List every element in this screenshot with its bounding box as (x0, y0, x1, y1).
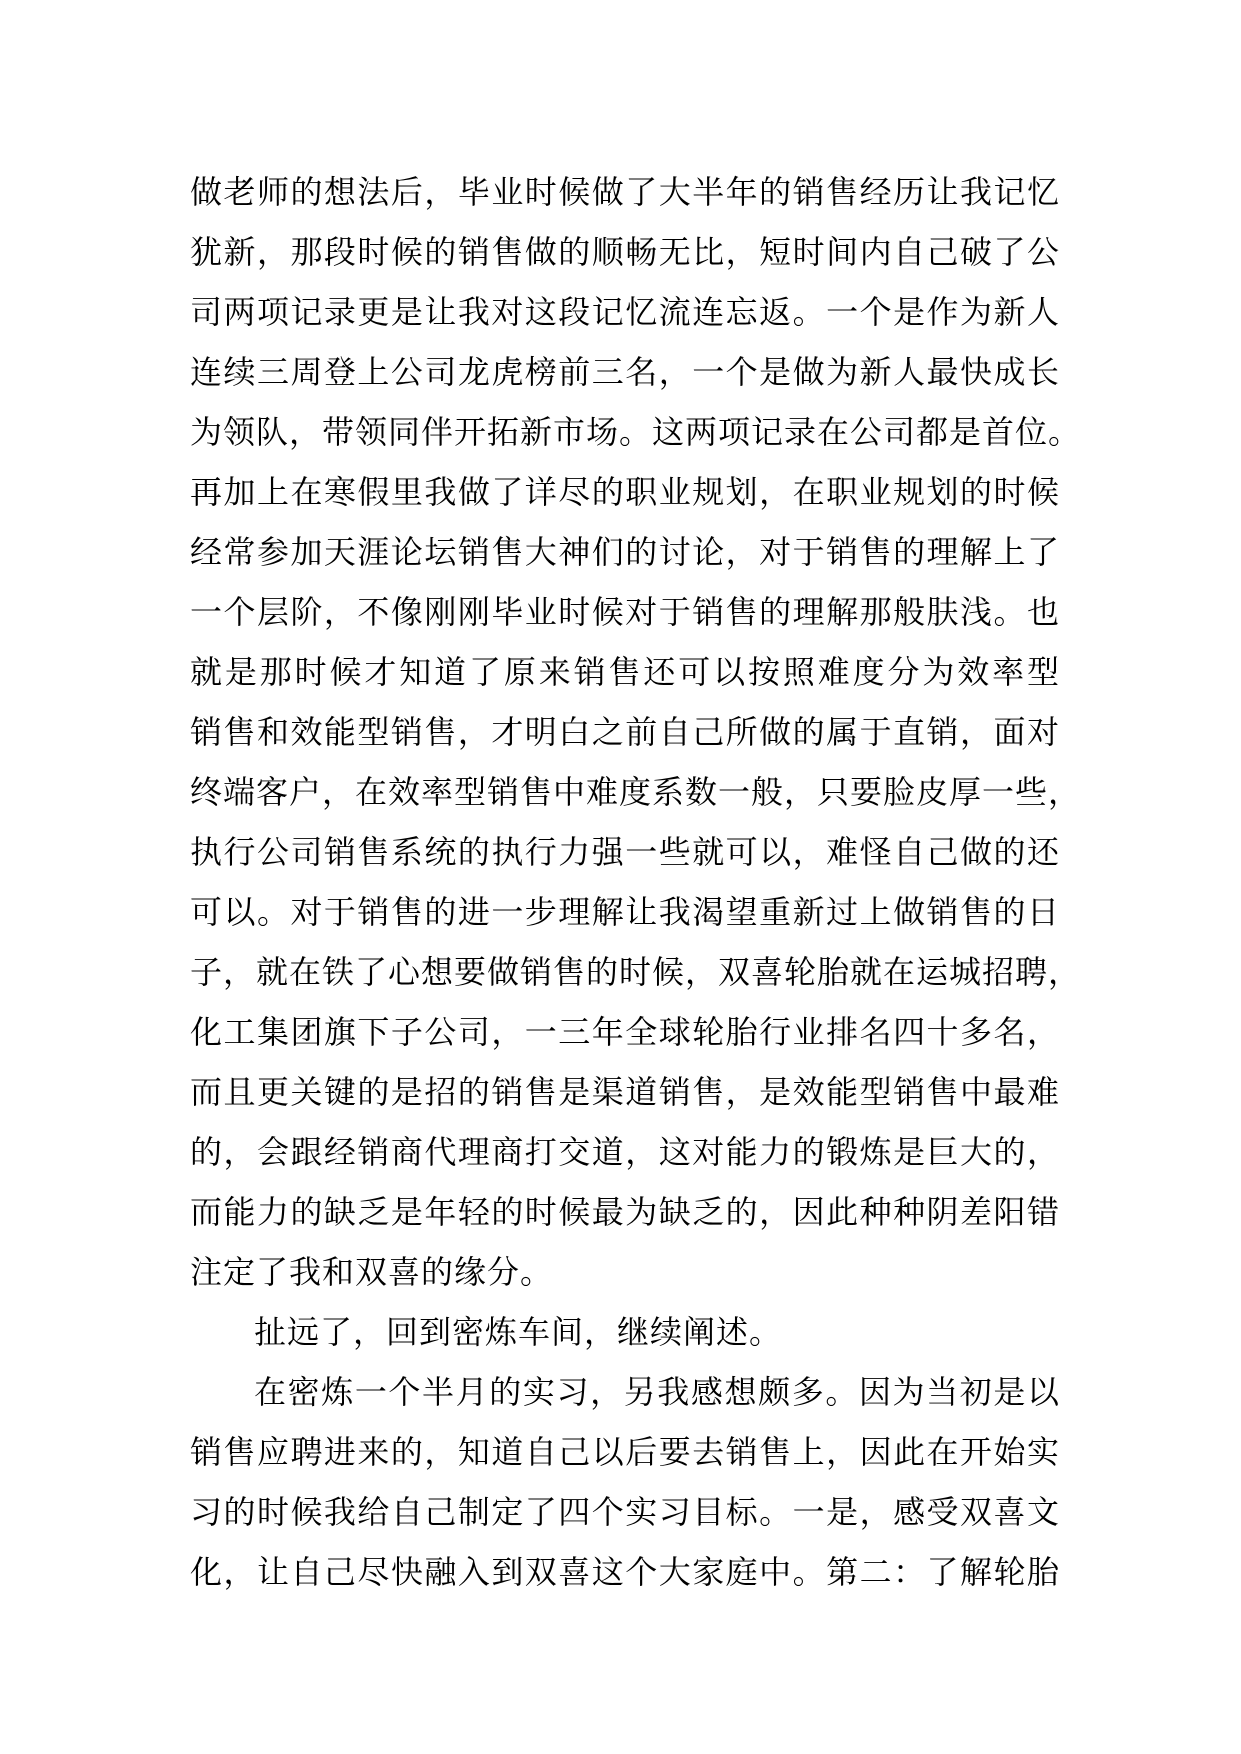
text-line: 终端客户，在效率型销售中难度系数一般，只要脸皮厚一些， (190, 773, 1082, 811)
text-line: 化，让自己尽快融入到双喜这个大家庭中。第二：了解轮胎 (190, 1553, 1060, 1591)
text-line: 一个层阶，不像刚刚毕业时候对于销售的理解那般肤浅。也 (190, 593, 1060, 631)
paragraph-end-line: 注定了我和双喜的缘分。 (190, 1253, 554, 1291)
text-line: 司两项记录更是让我对这段记忆流连忘返。一个是作为新人 (190, 293, 1060, 331)
text-line: 就是那时候才知道了原来销售还可以按照难度分为效率型 (190, 653, 1060, 691)
text-line: 子，就在铁了心想要做销售的时候，双喜轮胎就在运城招聘， (190, 953, 1082, 991)
text-line: 而能力的缺乏是年轻的时候最为缺乏的，因此种种阴差阳错 (190, 1193, 1060, 1231)
text-line: 执行公司销售系统的执行力强一些就可以，难怪自己做的还 (190, 833, 1060, 871)
text-line: 销售应聘进来的，知道自己以后要去销售上，因此在开始实 (190, 1433, 1060, 1471)
paragraph-start-line: 在密炼一个半月的实习，另我感想颇多。因为当初是以 (254, 1373, 1060, 1411)
text-line: 习的时候我给自己制定了四个实习目标。一是，感受双喜文 (190, 1493, 1060, 1531)
document-body (190, 162, 1082, 1602)
text-line: 为领队，带领同伴开拓新市场。这两项记录在公司都是首位。 (190, 413, 1082, 451)
text-line: 做老师的想法后，毕业时候做了大半年的销售经历让我记忆 (190, 173, 1060, 211)
text-line: 销售和效能型销售，才明白之前自己所做的属于直销，面对 (190, 713, 1060, 751)
paragraph-line: 扯远了，回到密炼车间，继续阐述。 (254, 1313, 783, 1351)
text-line: 而且更关键的是招的销售是渠道销售，是效能型销售中最难 (190, 1073, 1060, 1111)
text-line: 化工集团旗下子公司，一三年全球轮胎行业排名四十多名， (190, 1013, 1060, 1051)
text-line: 犹新，那段时候的销售做的顺畅无比，短时间内自己破了公 (190, 233, 1060, 271)
text-line: 的，会跟经销商代理商打交道，这对能力的锻炼是巨大的， (190, 1133, 1060, 1171)
text-line: 经常参加天涯论坛销售大神们的讨论，对于销售的理解上了 (190, 533, 1060, 571)
text-line: 可以。对于销售的进一步理解让我渴望重新过上做销售的日 (190, 893, 1060, 931)
text-line: 再加上在寒假里我做了详尽的职业规划，在职业规划的时候 (190, 473, 1060, 511)
text-line: 连续三周登上公司龙虎榜前三名，一个是做为新人最快成长 (190, 353, 1060, 391)
